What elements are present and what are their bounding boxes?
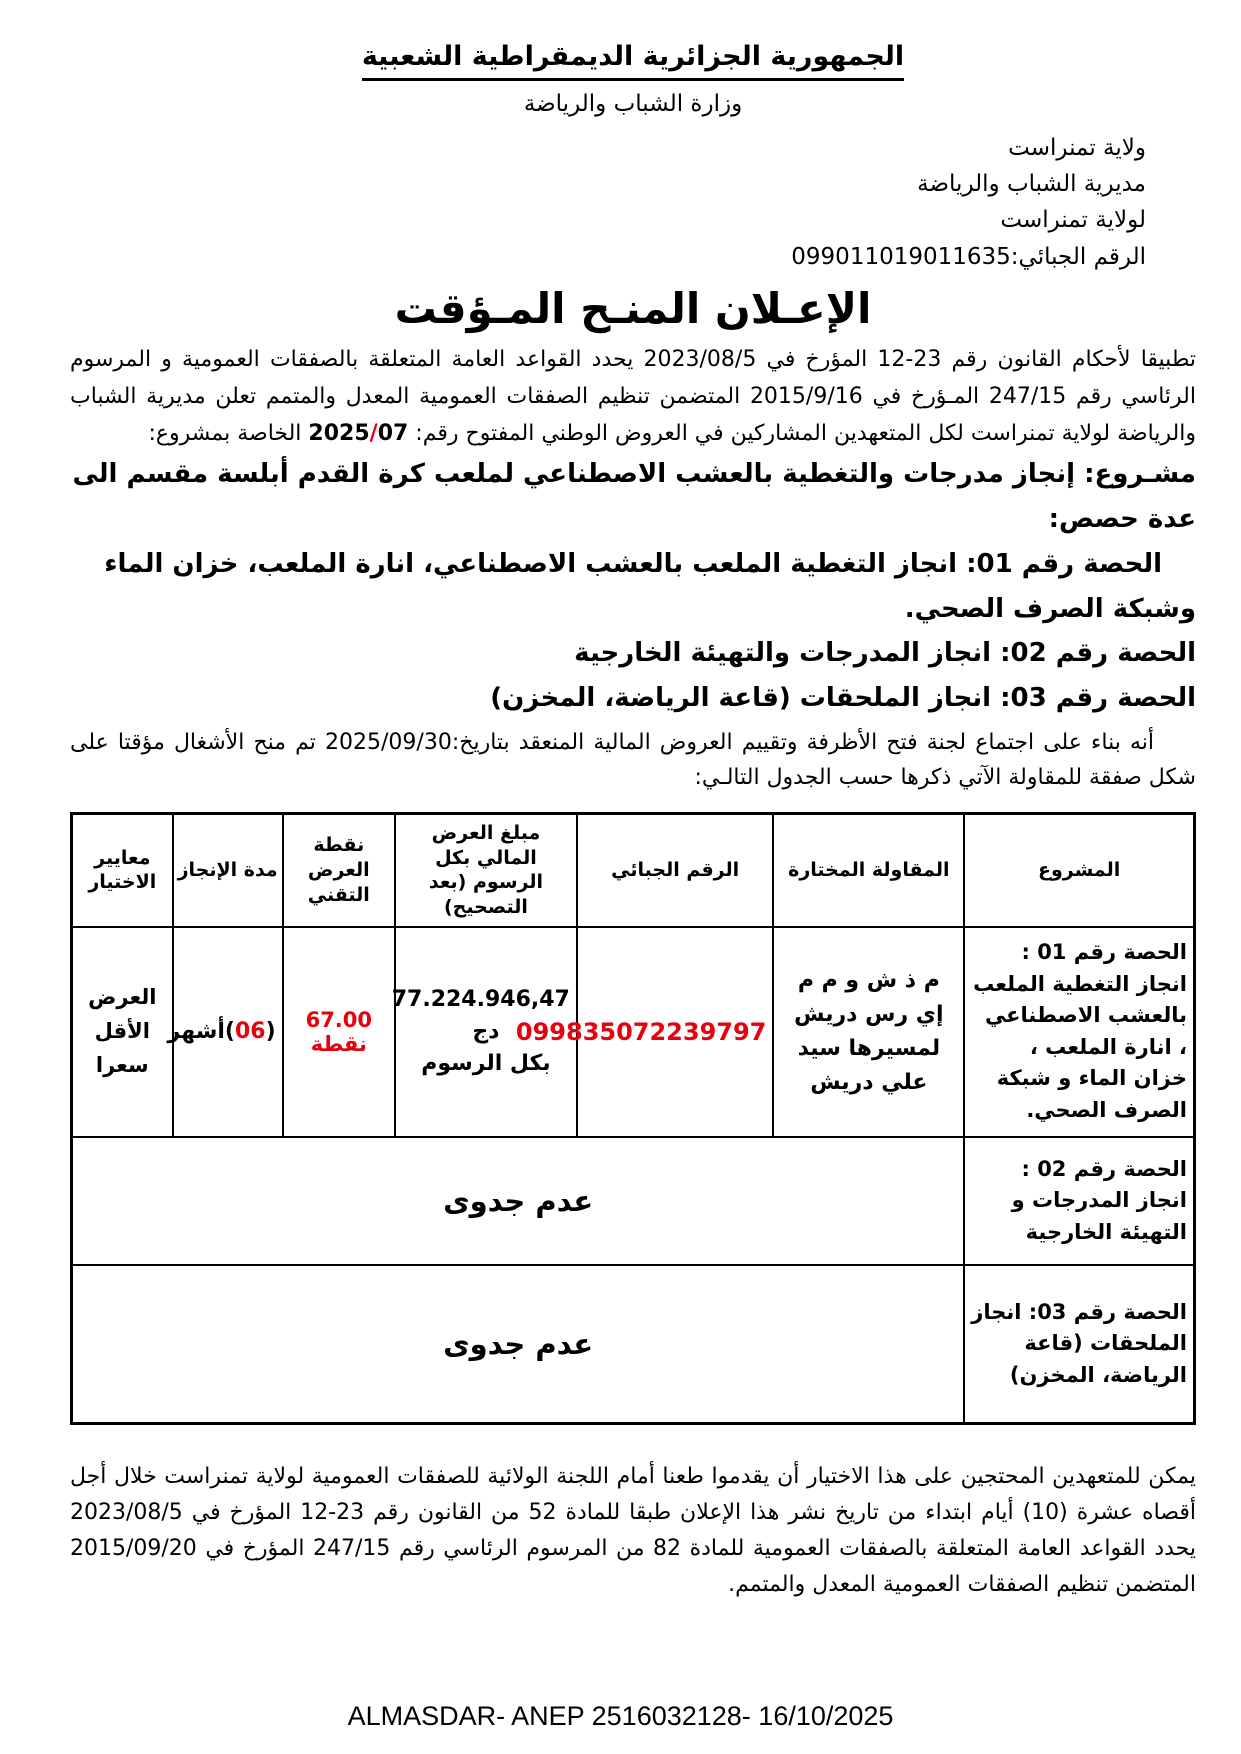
tender-num: 07	[377, 420, 409, 446]
appeal-paragraph: يمكن للمتعهدين المحتجين على هذا الاختيار أن يقدموا طعنا أمام اللجنة الولائية للصفقات العمومية لولاية تمنراست خلال أجل أقصاه عشرة (10) أيام ابتداء من تاريخ نشر هذا الإعلان طبقا للمادة 52 من القانون رقم 23-12 المؤرخ في 2023/08/5 يحدد القواعد العامة المتعلقة بالصفقات العمومية للمادة 82 من المرسوم الرئاسي رقم 247/15 المؤرخ في 2015/09/20 المتضمن تنظيم الصفقات العمومية المعدل والمتمم.	[70, 1463, 1196, 1598]
col-header-criteria: معايير الاختيار	[72, 814, 173, 927]
header-center	[70, 40, 1196, 120]
lot-1-line: الحصة رقم 01: انجاز التغطية الملعب بالعشب الاصطناعي، انارة الملعب، خزان الماء وشبكة الصرف الصحي.	[104, 548, 1196, 624]
lot3-result-cell: عدم جدوى	[72, 1265, 965, 1424]
lot2-project-cell: الحصة رقم 02 : انجاز المدرجات و التهيئة الخارجية	[964, 1137, 1194, 1265]
page-title: الإعـلان المنـح المـؤقت	[394, 284, 872, 334]
col-header-project: المشروع	[964, 814, 1194, 927]
lot1-tax-id-cell: 099835072239797	[577, 927, 774, 1137]
issuer-directorate: مديرية الشباب والرياضة	[917, 171, 1146, 198]
duration-open-paren: (	[265, 1019, 276, 1045]
lot-3-line: الحصة رقم 03: انجاز الملحقات (قاعة الرياضة، المخزن)	[490, 683, 1196, 714]
duration-value: 06	[234, 1019, 266, 1045]
tender-year: 2025	[308, 420, 370, 446]
project-heading: مشـروع: إنجاز مدرجات والتغطية بالعشب الاصطناعي لملعب كرة القدم أبلسة مقسم الى عدة حصص:	[72, 459, 1196, 535]
intro-text-before: تطبيقا لأحكام القانون رقم 23-12 المؤرخ في 2023/08/5 يحدد القواعد العامة المتعلقة بالصفقات العمومية و المرسوم الرئاسي رقم 247/15 المـؤرخ في 2015/9/16 المتضمن تنظيم الصفقات العمومية المعدل والمتمم تعلن مديرية الشباب والرياضة لولاية تمنراست لكل المتعهدين المشاركين في العروض الوطني المفتوح رقم:	[70, 346, 1196, 446]
table-row-lot2	[72, 1137, 1195, 1265]
table-header-row	[72, 814, 1195, 927]
issuer-wilaya: ولاية تمنراست	[1008, 134, 1146, 161]
lot1-amount-currency: دج	[472, 1018, 500, 1044]
republic-heading: الجمهورية الجزائرية الديمقراطية الشعبية	[362, 40, 904, 81]
issuer-tax-number: الرقم الجبائي:099011019011635	[791, 243, 1146, 270]
intro-text-after: الخاصة بمشروع:	[148, 420, 309, 446]
col-header-amount: مبلغ العرض المالي بكل الرسوم (بعد التصحيح)	[395, 814, 577, 927]
tender-number	[308, 421, 408, 446]
col-header-duration: مدة الإنجاز	[173, 814, 283, 927]
lot1-duration-cell	[167, 927, 283, 1137]
table-row-lot3	[72, 1265, 1195, 1424]
lot1-project-cell: الحصة رقم 01 : انجاز التغطية الملعب بالعشب الاصطناعي ، انارة الملعب ، خزان الماء و شبكة الصرف الصحي.	[964, 927, 1194, 1137]
lot2-result-cell: عدم جدوى	[72, 1137, 965, 1265]
lot-2-line: الحصة رقم 02: انجاز المدرجات والتهيئة الخارجية	[574, 638, 1196, 669]
lot1-contractor-cell: م ذ ش و م م إي رس دريش لمسيرها سيد علي دريش	[773, 927, 964, 1137]
lot1-tech-score-cell: 67.00 نقطة	[283, 927, 395, 1137]
duration-close-text: )أشهر	[167, 1019, 235, 1045]
issuer-block	[70, 130, 1146, 275]
award-intro-paragraph: أنه بناء على اجتماع لجنة فتح الأظرفة وتقييم العروض المالية المنعقد بتاريخ:2025/09/30 تم منح الأشغال مؤقتا على شكل صفقة للمقاولة الآتي ذكرها حسب الجدول التالـي:	[70, 729, 1196, 791]
lot3-project-cell: الحصة رقم 03: انجاز الملحقات (قاعة الرياضة، المخزن)	[964, 1265, 1194, 1424]
col-header-tech-score: نقطة العرض التقني	[283, 814, 395, 927]
award-results-table	[70, 812, 1196, 1425]
lot1-criteria-cell: العرض الأقل سعرا	[72, 927, 173, 1137]
intro-paragraph	[70, 342, 1196, 453]
ministry-line: وزارة الشباب والرياضة	[523, 90, 743, 117]
lot1-amount-value: 77.224.946,47	[391, 986, 570, 1012]
anep-footer: ALMASDAR- ANEP 2516032128- 16/10/2025	[347, 1701, 894, 1731]
lot1-amount-note: بكل الرسوم	[421, 1050, 551, 1076]
tender-slash: /	[369, 420, 378, 446]
col-header-tax-id: الرقم الجبائي	[577, 814, 774, 927]
table-row-lot1	[72, 927, 1195, 1137]
col-header-contractor: المقاولة المختارة	[773, 814, 964, 927]
issuer-for-wilaya: لولاية تمنراست	[1000, 207, 1146, 234]
